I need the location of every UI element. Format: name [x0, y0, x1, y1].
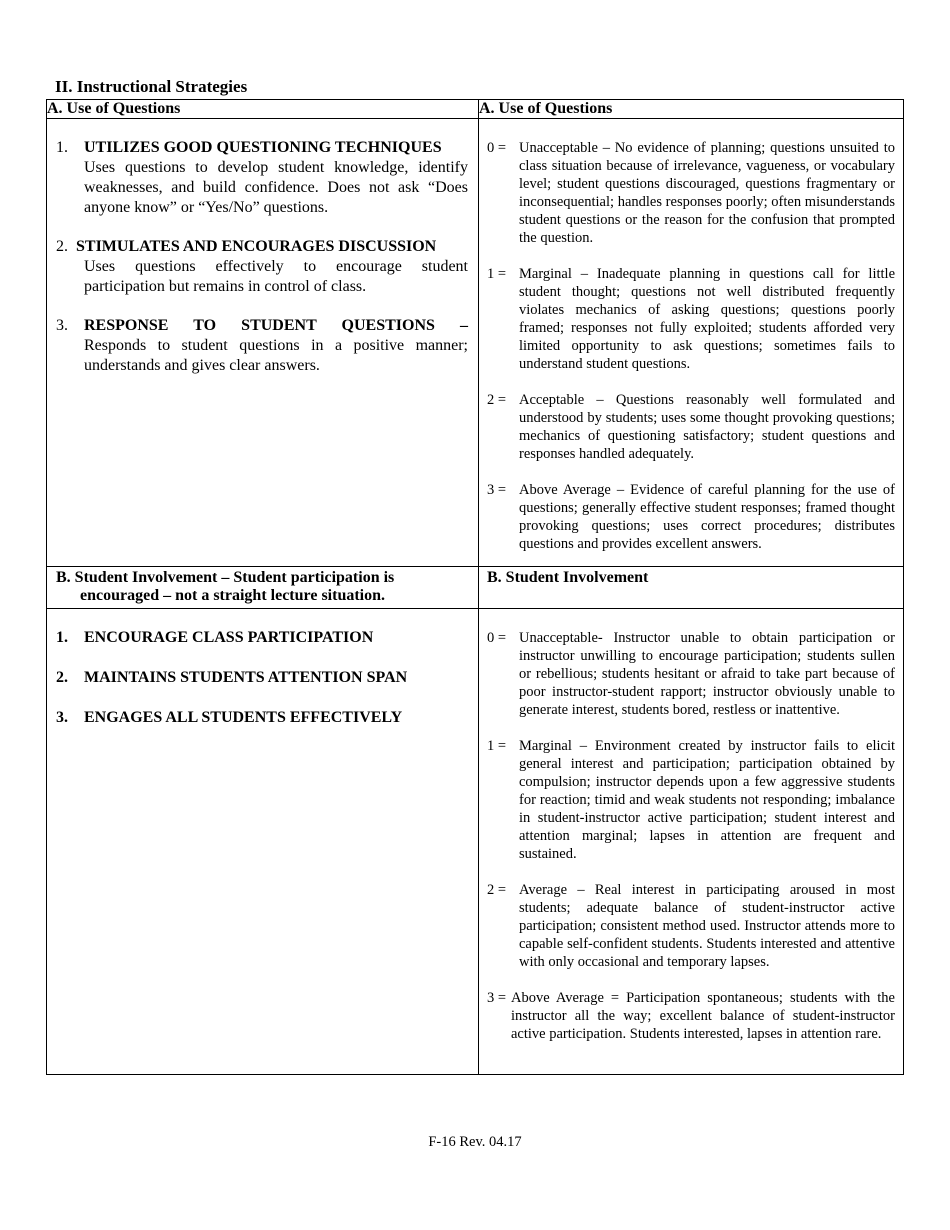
- item-title: ENGAGES ALL STUDENTS EFFECTIVELY: [84, 709, 403, 726]
- criteria-item: [56, 237, 468, 297]
- section-b-header-line2: encouraged – not a straight lecture situation.: [80, 587, 386, 604]
- rating-label: 0 =: [487, 140, 507, 156]
- item-description: Responds to student questions in a positive manner; understands and gives clear answers.: [84, 337, 468, 374]
- rating-entry: [487, 139, 895, 247]
- item-title: UTILIZES GOOD QUESTIONING TECHNIQUES: [84, 139, 442, 156]
- criteria-item: [56, 668, 468, 688]
- rating-text: Unacceptable- Instructor unable to obtain participation or instructor unwilling to encourage participation; students sullen or rebellious; students hesitant or afraid to take part because of poor instructor-student rapport; instructor obviously unable to generate interest, students bored, restless or inattentive.: [519, 630, 895, 718]
- rating-entry: [487, 391, 895, 463]
- section-a-criteria: [47, 119, 479, 567]
- item-description: Uses questions effectively to encourage student participation but remains in control of class.: [84, 258, 468, 295]
- item-number: 1.: [56, 139, 68, 156]
- rating-label: 3 =: [487, 990, 507, 1006]
- section-b-left-header: [47, 567, 479, 609]
- rating-text: Average – Real interest in participating aroused in most students; adequate balance of student-instructor active participation; consistent method used. Instructor attends more to capable self-confident students. Students interested and attentive with only occasional and temporary lapses.: [519, 882, 895, 970]
- item-number: 3.: [56, 709, 68, 726]
- section-a-body-row: [47, 119, 904, 567]
- item-number: 3.: [56, 317, 68, 334]
- criteria-item: [56, 628, 468, 648]
- item-title: MAINTAINS STUDENTS ATTENTION SPAN: [84, 669, 408, 686]
- item-title: ENCOURAGE CLASS PARTICIPATION: [84, 629, 374, 646]
- item-number: 1.: [56, 629, 68, 646]
- rating-entry: [487, 265, 895, 373]
- item-title: RESPONSE TO STUDENT QUESTIONS –: [84, 317, 468, 334]
- rating-label: 2 =: [487, 882, 507, 898]
- rating-text: Acceptable – Questions reasonably well formulated and understood by students; uses some thought provoking questions; mechanics of questioning satisfactory; student questions and responses handled adequately.: [519, 392, 895, 462]
- rating-label: 1 =: [487, 266, 507, 282]
- rating-text: Above Average – Evidence of careful planning for the use of questions; generally effective student responses; framed thought provoking questions; uses correct procedures; distributes questions and provides excellent answers.: [519, 482, 895, 552]
- criteria-item: [56, 138, 468, 218]
- section-b-ratings: [479, 609, 904, 1075]
- section-b-body-row: [47, 609, 904, 1075]
- rating-label: 3 =: [487, 482, 507, 498]
- rating-entry: [487, 989, 895, 1043]
- item-number: 2.: [56, 669, 68, 686]
- section-title: II. Instructional Strategies: [55, 77, 248, 96]
- section-a-right-header: A. Use of Questions: [479, 100, 904, 119]
- item-title: STIMULATES AND ENCOURAGES DISCUSSION: [76, 238, 437, 255]
- rating-label: 1 =: [487, 738, 507, 754]
- rating-text: Marginal – Environment created by instructor fails to elicit general interest and participation; participation obtained by compulsion; instructor depends upon a few aggressive students for reaction; timid and weak students not responding; imbalance in student-instructor active participation; student interest and attention marginal; lapses in attention are frequent and sustained.: [519, 738, 895, 862]
- section-b-criteria: [47, 609, 479, 1075]
- evaluation-table: [46, 99, 904, 1075]
- criteria-item: [56, 316, 468, 376]
- rating-entry: [487, 881, 895, 971]
- rating-label: 0 =: [487, 630, 507, 646]
- rating-entry: [487, 629, 895, 719]
- section-b-header-row: [47, 567, 904, 609]
- section-a-left-header: A. Use of Questions: [47, 100, 479, 119]
- section-b-right-header: B. Student Involvement: [479, 567, 904, 609]
- form-footer: F-16 Rev. 04.17: [428, 1134, 522, 1150]
- section-a-ratings: [479, 119, 904, 567]
- rating-entry: [487, 481, 895, 553]
- section-a-header-row: [47, 100, 904, 119]
- rating-label: 2 =: [487, 392, 507, 408]
- section-b-header-line1: B. Student Involvement – Student participation is: [56, 569, 395, 586]
- rating-text: Marginal – Inadequate planning in questions call for little student thought; questions not well distributed frequently violates mechanics of asking questions; questions poorly framed; responses not fully exploited; students afforded very limited opportunity to ask questions; sometimes fails to understand student questions.: [519, 266, 895, 372]
- rating-text: Unacceptable – No evidence of planning; questions unsuited to class situation because of irrelevance, vagueness, or vocabulary level; student questions discouraged, questions fragmentary or inconsequential; handles responses poorly; often misunderstands student questions or the reason for the confusion that prompted the question.: [519, 140, 895, 246]
- rating-text: Above Average = Participation spontaneous; students with the instructor all the way; excellent balance of student-instructor active participation. Students interested, lapses in attention rare.: [511, 990, 895, 1042]
- item-number: 2.: [56, 238, 68, 255]
- item-description: Uses questions to develop student knowledge, identify weaknesses, and build confidence. Does not ask “Does anyone know” or “Yes/No” questions.: [84, 159, 468, 216]
- criteria-item: [56, 708, 468, 728]
- rating-entry: [487, 737, 895, 863]
